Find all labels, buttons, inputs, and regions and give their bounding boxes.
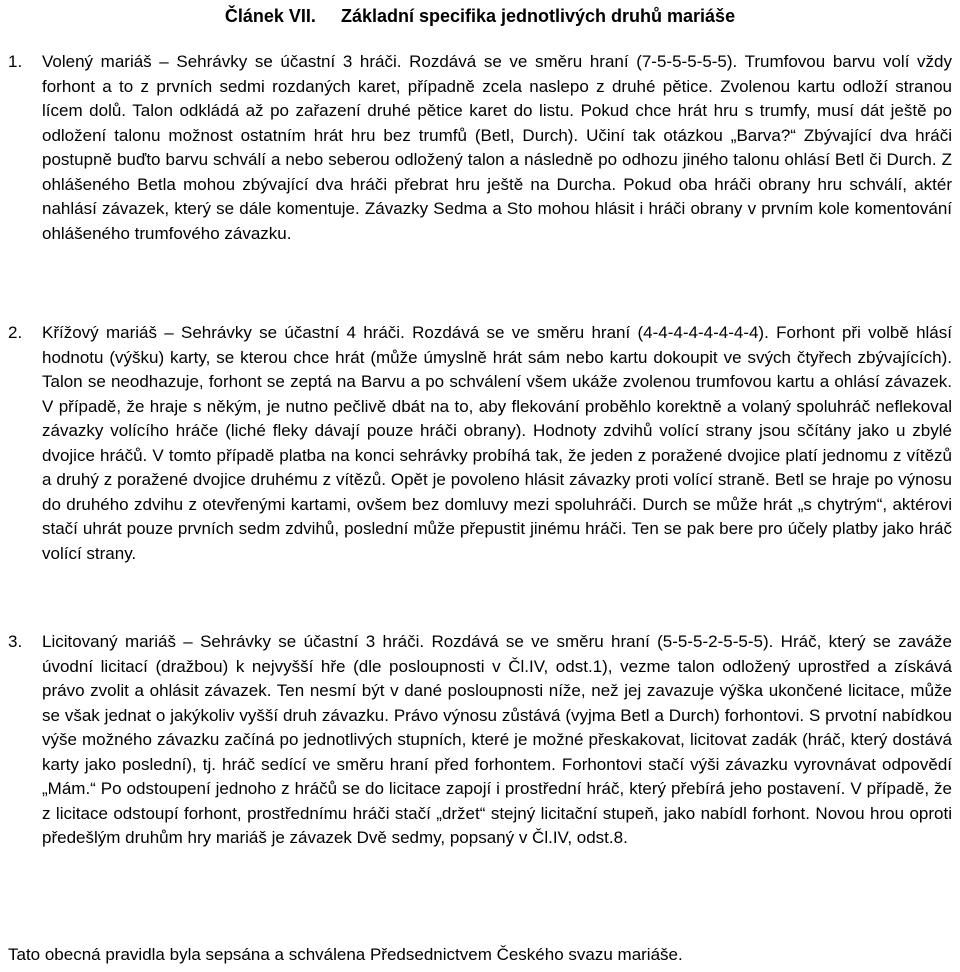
article-heading xyxy=(0,4,960,28)
article-title: Základní specifika jednotlivých druhů mariáše xyxy=(340,6,736,26)
section-1 xyxy=(8,50,952,246)
section-1-number: 1. xyxy=(8,52,23,71)
footer-note: Tato obecná pravidla byla sepsána a schválena Předsednictvem Českého svazu mariáše. xyxy=(8,945,683,964)
section-3 xyxy=(8,630,952,851)
section-3-number: 3. xyxy=(8,632,23,651)
section-2-number: 2. xyxy=(8,323,23,342)
section-2 xyxy=(8,321,952,566)
section-2-text: Křížový mariáš – Sehrávky se účastní 4 hráči. Rozdává se ve směru hraní (4-4-4-4-4-4-4-4). Forhont při volbě hlásí hodnotu (výšku) karty, se kterou chce hrát (může úmyslně hrát sám nebo kartu dokoupit ve svých čtyřech zbývajících). Talon se neodhazuje, forhont se zeptá na Barvu a po schválení všem ukáže zvolenou trumfovou kartu a ohlásí závazek. V případě, že hraje s někým, je nutno pečlivě dbát na to, aby flekování proběhlo korektně a volaný spoluhráč neflekoval závazky volícího hráče (liché fleky dávají pouze hráči obrany). Hodnoty zdvihů volící strany jsou sčítány jako u zbylé dvojice hráčů. V tomto případě platba na konci sehrávky probíhá tak, že jeden z poražené dvojice platí jednomu z vítězů a druhý z poražené dvojice druhému z vítězů. Opět je povoleno hlásit závazky proti volící straně. Betl se hraje po výnosu do druhého zdvihu z otevřenými kartami, ovšem bez domluvy mezi spoluhráči. Durch se může hrát „s chytrým“, aktérovi stačí uhrát pouze prvních sedm zdvihů, poslední může přepustit jinému hráči. Ten se pak bere pro účely platby jako hráč volící strany. xyxy=(42,323,952,563)
section-3-text: Licitovaný mariáš – Sehrávky se účastní 3 hráči. Rozdává se ve směru hraní (5-5-5-2-5-5-5). Hráč, který se zaváže úvodní licitací (dražbou) k nejvyšší hře (dle posloupnosti v Čl.IV, odst.1), vezme talon odložený uprostřed a získává právo zvolit a ohlásit závazek. Ten nesmí být v dané posloupnosti níže, než jej zavazuje výška ukončené licitace, může se však jednat o jakýkoliv vyšší druh závazku. Právo výnosu zůstává (vyjma Betl a Durch) forhontovi. S prvotní nabídkou výše možného závazku začíná po jednotlivých stupních, které je možné přeskakovat, licitovat zadák (hráč, který dostává karty jako poslední), tj. hráč sedící ve směru hraní před forhontem. Forhontovi stačí výši závazku vyrovnávat odpovědí „Mám.“ Po odstoupení jednoho z hráčů se do licitace zapojí i prostřední hráč, který přebírá jeho postavení. V případě, že z licitace odstoupí forhont, prostřednímu hráči stačí „držet“ stejný licitační stupeň, jako nabídl forhont. Novou hrou oproti předešlým druhům hry mariáš je závazek Dvě sedmy, popsaný v Čl.IV, odst.8. xyxy=(42,632,952,847)
section-1-text: Volený mariáš – Sehrávky se účastní 3 hráči. Rozdává se ve směru hraní (7-5-5-5-5-5). Trumfovou barvu volí vždy forhont a to z prvních sedmi rozdaných karet, případně zcela naslepo z druhé pětice. Zvolenou kartu odloží stranou lícem dolů. Talon odkládá až po zařazení druhé pětice karet do listu. Pokud chce hrát hru s trumfy, musí dát ještě po odložení talonu možnost ostatním hrát hru bez trumfů (Betl, Durch). Učiní tak otázkou „Barva?“ Zbývající dva hráči postupně buďto barvu schválí a nebo seberou odložený talon a následně po odhozu jiného talonu ohlásí Betl či Durch. Z ohlášeného Betla mohou zbývající dva hráči přebrat hru ještě na Durcha. Pokud oba hráči obrany hru schválí, aktér nahlásí závazek, který se dále komentuje. Závazky Sedma a Sto mohou hlásit i hráči obrany v prvním kole komentování ohlášeného trumfového závazku. xyxy=(42,52,952,243)
article-number: Článek VII. xyxy=(224,6,316,26)
